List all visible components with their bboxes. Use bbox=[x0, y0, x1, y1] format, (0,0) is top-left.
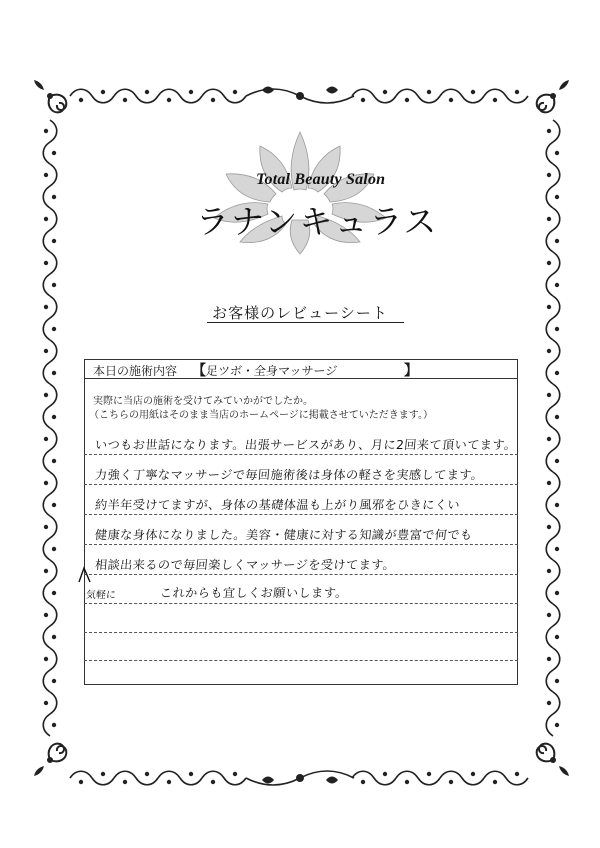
inserted-word[interactable]: 気軽に bbox=[85, 590, 117, 601]
treatment-value[interactable]: 足ツボ・全身マッサージ bbox=[205, 364, 338, 378]
brand-name-english: Total Beauty Salon bbox=[256, 171, 386, 188]
instruction-question: 実際に当店の施術を受けてみていかがでしたか。 bbox=[93, 396, 313, 407]
brand-name-japanese: ラナンキュラス bbox=[196, 202, 439, 241]
review-line[interactable]: いつもお世話になります。出張サービスがあり、月に2回来て頂いてます。 bbox=[94, 438, 518, 452]
review-line[interactable]: 約半年受けてますが、身体の基礎体温も上がり風邪をひきにくい bbox=[94, 498, 461, 512]
ruled-line bbox=[84, 514, 518, 515]
ruled-line bbox=[84, 454, 518, 455]
bracket-close: 】 bbox=[404, 363, 418, 379]
insertion-caret-icon bbox=[78, 566, 92, 584]
review-line[interactable]: 健康な身体になりました。美容・健康に対する知識が豊富で何でも bbox=[94, 528, 474, 542]
ruled-line bbox=[84, 603, 518, 604]
ruled-line bbox=[84, 574, 518, 575]
ruled-line bbox=[84, 484, 518, 485]
title-underline bbox=[207, 322, 404, 323]
treatment-label: 本日の施術内容 bbox=[93, 364, 178, 378]
review-line[interactable]: これからも宜しくお願いします。 bbox=[159, 586, 349, 600]
bracket-open: 【 bbox=[192, 363, 206, 379]
sheet-title: お客様のレビューシート bbox=[212, 304, 388, 322]
review-line[interactable]: 力強く丁寧なマッサージで毎回施術後は身体の軽さを実感してます。 bbox=[94, 468, 485, 482]
instruction-note: （こちらの用紙はそのまま当店のホームページに掲載させていただきます。） bbox=[89, 410, 433, 421]
ruled-line bbox=[84, 660, 518, 661]
ruled-line bbox=[84, 544, 518, 545]
review-line[interactable]: 相談出来るので毎回楽しくマッサージを受けてます。 bbox=[94, 558, 396, 572]
ruled-line bbox=[84, 632, 518, 633]
